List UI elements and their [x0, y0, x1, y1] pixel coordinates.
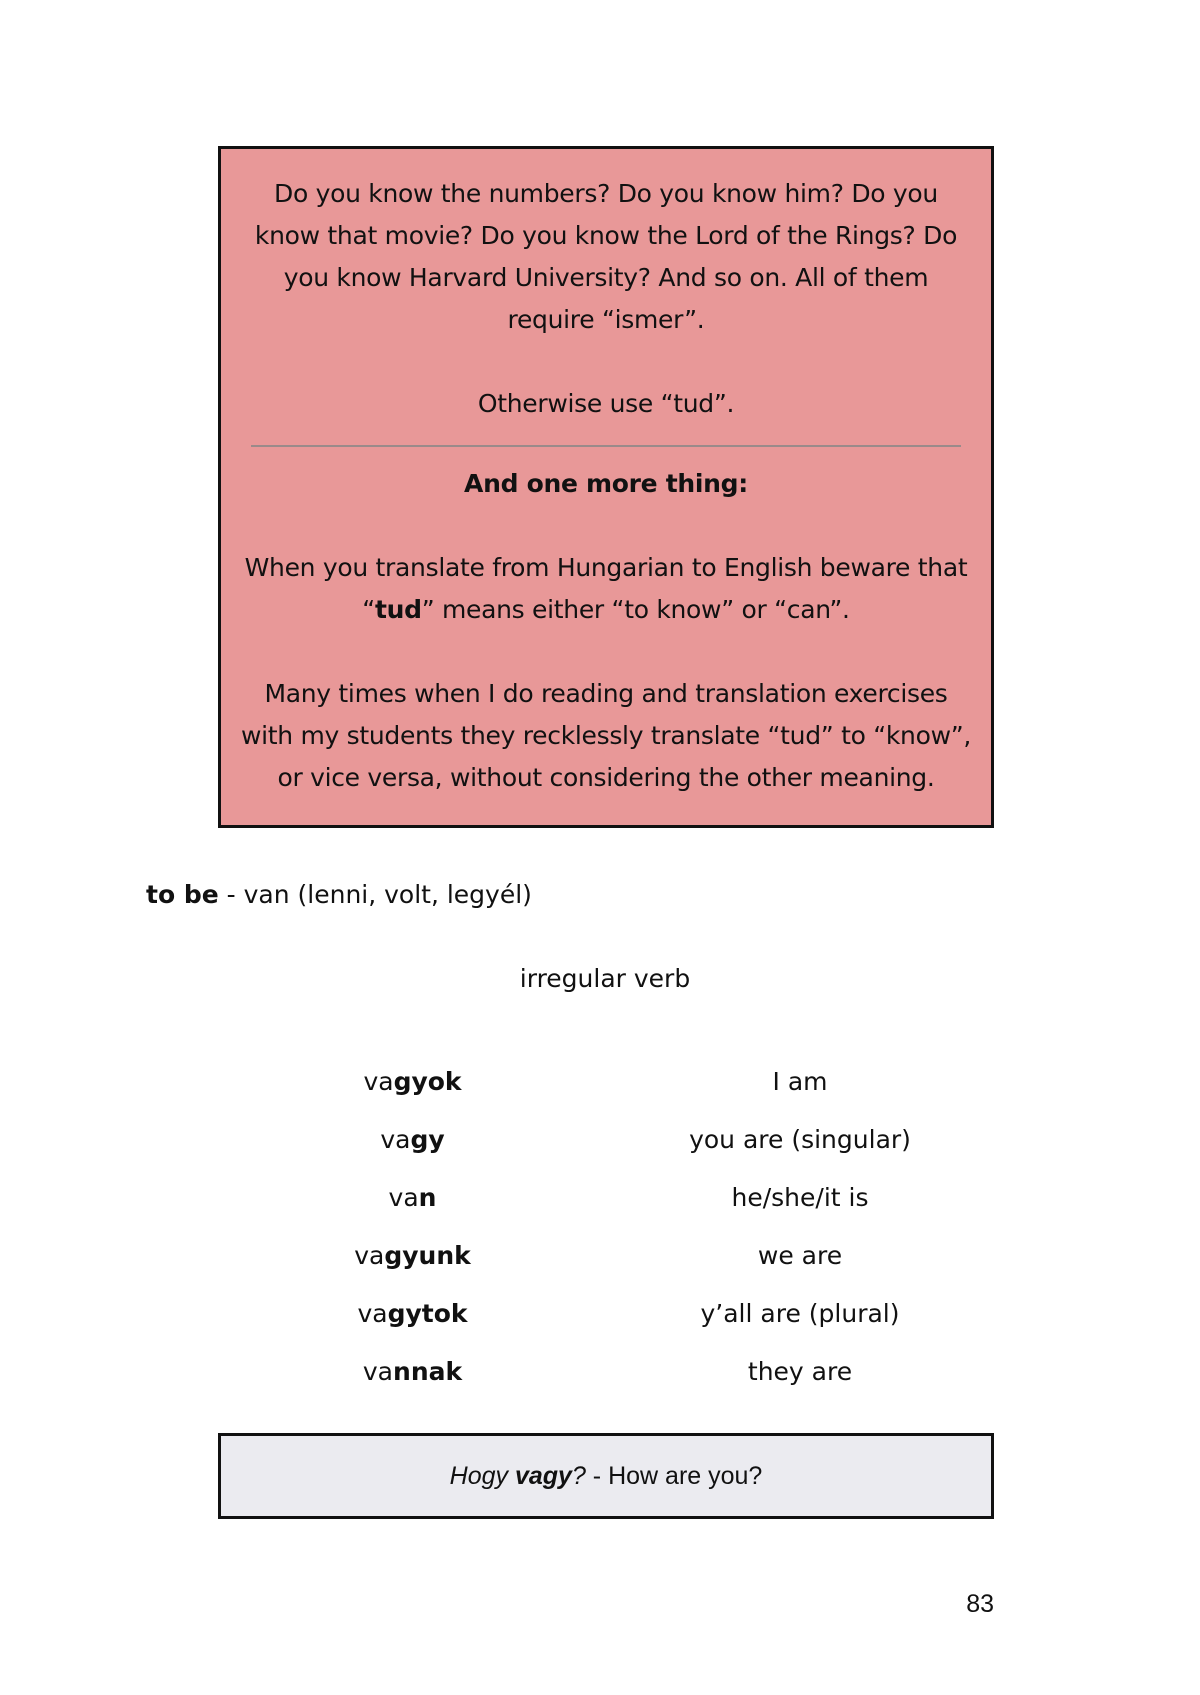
conjugation-row: [300, 1226, 1000, 1284]
note-paragraph-beware: When you translate from Hungarian to English beware that “tud” means either “to know” or “can”.: [244, 553, 968, 624]
page-number: 83: [966, 1590, 994, 1618]
hungarian-form: vannak: [362, 1356, 463, 1386]
note-divider: [251, 445, 961, 447]
note-heading: And one more thing:: [464, 469, 748, 498]
hungarian-form: van: [388, 1182, 437, 1212]
english-translation: y’all are (plural): [700, 1298, 900, 1328]
note-paragraph-tud: Otherwise use “tud”.: [477, 389, 735, 418]
conjugation-row: [300, 1284, 1000, 1342]
english-translation: you are (singular): [689, 1124, 911, 1154]
conjugation-row: [300, 1168, 1000, 1226]
conjugation-row: [300, 1110, 1000, 1168]
verb-subtitle: irregular verb: [519, 964, 691, 993]
note-paragraph-ismer: Do you know the numbers? Do you know him? Do you know that movie? Do you know the Lord of the Rings? Do you know Harvard University? And so on. All of them require “ismer”.: [254, 179, 958, 334]
note-paragraph-students: Many times when I do reading and translation exercises with my students they recklessly translate “tud” to “know”, or vice versa, without considering the other meaning.: [240, 679, 972, 792]
hungarian-form: vagytok: [357, 1298, 468, 1328]
verb-headline: [146, 874, 532, 916]
english-translation: we are: [757, 1240, 843, 1270]
hungarian-form: vagyunk: [354, 1240, 471, 1270]
hungarian-form: vagy: [380, 1124, 445, 1154]
verb-term: to be: [146, 880, 219, 909]
conjugation-table: [300, 1052, 1000, 1400]
english-translation: I am: [772, 1066, 828, 1096]
verb-forms: - van (lenni, volt, legyél): [226, 880, 532, 909]
hungarian-form: vagyok: [363, 1066, 462, 1096]
conjugation-row: [300, 1052, 1000, 1110]
english-translation: he/she/it is: [731, 1182, 869, 1212]
english-translation: they are: [747, 1356, 853, 1386]
note-box: [218, 146, 994, 828]
example-box: [218, 1433, 994, 1519]
example-sentence: Hogy vagy? - How are you?: [449, 1461, 763, 1490]
conjugation-row: [300, 1342, 1000, 1400]
